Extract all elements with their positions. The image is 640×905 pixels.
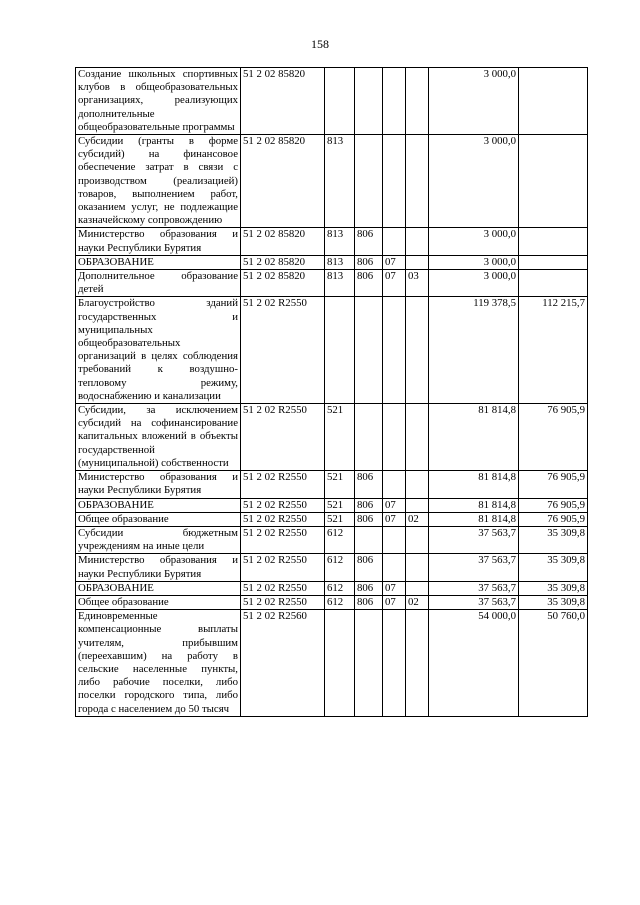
budget-table	[75, 67, 588, 717]
expense-type-cell	[325, 610, 355, 717]
amount-year1-cell: 3 000,0	[429, 255, 519, 269]
ministry-code-cell	[355, 404, 383, 471]
target-article-cell: 51 2 02 R2560	[241, 610, 325, 717]
ministry-code-cell	[355, 526, 383, 553]
row-name-cell: ОБРАЗОВАНИЕ	[76, 581, 241, 595]
section-cell	[383, 297, 406, 404]
target-article-cell: 51 2 02 R2550	[241, 554, 325, 581]
section-cell: 07	[383, 512, 406, 526]
table-row	[76, 255, 588, 269]
row-name-cell: Субсидии бюджетным учреждениям на иные цели	[76, 526, 241, 553]
amount-year1-cell: 54 000,0	[429, 610, 519, 717]
expense-type-cell: 612	[325, 554, 355, 581]
expense-type-cell: 813	[325, 255, 355, 269]
section-cell: 07	[383, 270, 406, 297]
ministry-code-cell: 806	[355, 270, 383, 297]
target-article-cell: 51 2 02 R2550	[241, 404, 325, 471]
amount-year1-cell: 37 563,7	[429, 581, 519, 595]
amount-year1-cell: 3 000,0	[429, 228, 519, 255]
row-name-cell: Создание школьных спортивных клубов в общеобразовательных организациях, реализующих дополнительные общеобразовательные программы	[76, 68, 241, 135]
table-row	[76, 404, 588, 471]
amount-year1-cell: 81 814,8	[429, 498, 519, 512]
table-row	[76, 581, 588, 595]
ministry-code-cell: 806	[355, 498, 383, 512]
target-article-cell: 51 2 02 85820	[241, 228, 325, 255]
section-cell	[383, 135, 406, 228]
section-cell	[383, 471, 406, 498]
section-cell: 07	[383, 498, 406, 512]
row-name-cell: Министерство образования и науки Республики Бурятия	[76, 554, 241, 581]
table-row	[76, 554, 588, 581]
subsection-cell	[406, 404, 429, 471]
target-article-cell: 51 2 02 R2550	[241, 498, 325, 512]
subsection-cell	[406, 498, 429, 512]
expense-type-cell	[325, 68, 355, 135]
subsection-cell: 02	[406, 512, 429, 526]
ministry-code-cell	[355, 135, 383, 228]
target-article-cell: 51 2 02 85820	[241, 135, 325, 228]
subsection-cell	[406, 228, 429, 255]
subsection-cell	[406, 255, 429, 269]
amount-year2-cell: 50 760,0	[519, 610, 588, 717]
expense-type-cell: 521	[325, 404, 355, 471]
table-row	[76, 595, 588, 609]
subsection-cell	[406, 610, 429, 717]
amount-year2-cell: 76 905,9	[519, 498, 588, 512]
section-cell: 07	[383, 595, 406, 609]
subsection-cell: 03	[406, 270, 429, 297]
page-number: 158	[311, 37, 329, 51]
expense-type-cell	[325, 297, 355, 404]
target-article-cell: 51 2 02 R2550	[241, 512, 325, 526]
row-name-cell: Дополнительное образование детей	[76, 270, 241, 297]
subsection-cell: 02	[406, 595, 429, 609]
row-name-cell: Субсидии (гранты в форме субсидий) на финансовое обеспечение затрат в связи с производством (реализацией) товаров, выполнением работ, оказанием услуг, не подлежащие казначейскому сопровождению	[76, 135, 241, 228]
row-name-cell: Общее образование	[76, 512, 241, 526]
amount-year1-cell: 119 378,5	[429, 297, 519, 404]
table-row	[76, 135, 588, 228]
table-body	[76, 68, 588, 717]
section-cell	[383, 526, 406, 553]
amount-year2-cell	[519, 68, 588, 135]
amount-year2-cell: 35 309,8	[519, 554, 588, 581]
expense-type-cell: 521	[325, 512, 355, 526]
expense-type-cell: 612	[325, 581, 355, 595]
row-name-cell: Единовременные компенсационные выплаты учителям, прибывшим (переехавшим) на работу в сельские населенные пункты, либо рабочие поселки, либо поселки городского типа, либо города с населением до 50 тысяч	[76, 610, 241, 717]
subsection-cell	[406, 68, 429, 135]
section-cell	[383, 228, 406, 255]
table-row	[76, 297, 588, 404]
amount-year2-cell: 76 905,9	[519, 512, 588, 526]
row-name-cell: Субсидии, за исключением субсидий на софинансирование капитальных вложений в объекты государственной (муниципальной) собственности	[76, 404, 241, 471]
amount-year1-cell: 81 814,8	[429, 512, 519, 526]
expense-type-cell: 813	[325, 270, 355, 297]
section-cell	[383, 68, 406, 135]
amount-year2-cell	[519, 135, 588, 228]
ministry-code-cell: 806	[355, 595, 383, 609]
target-article-cell: 51 2 02 R2550	[241, 526, 325, 553]
row-name-cell: Общее образование	[76, 595, 241, 609]
ministry-code-cell	[355, 610, 383, 717]
amount-year1-cell: 81 814,8	[429, 404, 519, 471]
row-name-cell: Благоустройство зданий государственных и муниципальных общеобразовательных организаций в целях соблюдения требований к воздушно-тепловому режиму, водоснабжению и канализации	[76, 297, 241, 404]
amount-year1-cell: 3 000,0	[429, 68, 519, 135]
ministry-code-cell: 806	[355, 471, 383, 498]
amount-year2-cell: 112 215,7	[519, 297, 588, 404]
amount-year2-cell: 76 905,9	[519, 471, 588, 498]
table-row	[76, 526, 588, 553]
amount-year1-cell: 3 000,0	[429, 270, 519, 297]
target-article-cell: 51 2 02 85820	[241, 255, 325, 269]
subsection-cell	[406, 554, 429, 581]
target-article-cell: 51 2 02 85820	[241, 68, 325, 135]
expense-type-cell: 521	[325, 498, 355, 512]
section-cell	[383, 610, 406, 717]
subsection-cell	[406, 297, 429, 404]
section-cell	[383, 554, 406, 581]
section-cell: 07	[383, 255, 406, 269]
ministry-code-cell: 806	[355, 228, 383, 255]
amount-year2-cell: 35 309,8	[519, 595, 588, 609]
row-name-cell: ОБРАЗОВАНИЕ	[76, 498, 241, 512]
ministry-code-cell	[355, 68, 383, 135]
amount-year1-cell: 37 563,7	[429, 595, 519, 609]
row-name-cell: Министерство образования и науки Республики Бурятия	[76, 471, 241, 498]
row-name-cell: Министерство образования и науки Республики Бурятия	[76, 228, 241, 255]
subsection-cell	[406, 135, 429, 228]
ministry-code-cell: 806	[355, 554, 383, 581]
amount-year1-cell: 37 563,7	[429, 526, 519, 553]
table-row	[76, 270, 588, 297]
expense-type-cell: 813	[325, 228, 355, 255]
ministry-code-cell: 806	[355, 581, 383, 595]
ministry-code-cell: 806	[355, 255, 383, 269]
amount-year1-cell: 81 814,8	[429, 471, 519, 498]
table-row	[76, 512, 588, 526]
ministry-code-cell: 806	[355, 512, 383, 526]
table-row	[76, 610, 588, 717]
expense-type-cell: 612	[325, 526, 355, 553]
amount-year2-cell: 35 309,8	[519, 526, 588, 553]
subsection-cell	[406, 471, 429, 498]
subsection-cell	[406, 526, 429, 553]
target-article-cell: 51 2 02 85820	[241, 270, 325, 297]
ministry-code-cell	[355, 297, 383, 404]
amount-year2-cell: 76 905,9	[519, 404, 588, 471]
expense-type-cell: 813	[325, 135, 355, 228]
amount-year2-cell	[519, 255, 588, 269]
target-article-cell: 51 2 02 R2550	[241, 595, 325, 609]
amount-year1-cell: 37 563,7	[429, 554, 519, 581]
amount-year2-cell	[519, 270, 588, 297]
target-article-cell: 51 2 02 R2550	[241, 581, 325, 595]
target-article-cell: 51 2 02 R2550	[241, 297, 325, 404]
target-article-cell: 51 2 02 R2550	[241, 471, 325, 498]
table-row	[76, 228, 588, 255]
amount-year2-cell	[519, 228, 588, 255]
table-row	[76, 498, 588, 512]
expense-type-cell: 612	[325, 595, 355, 609]
section-cell: 07	[383, 581, 406, 595]
table-row	[76, 471, 588, 498]
amount-year2-cell: 35 309,8	[519, 581, 588, 595]
expense-type-cell: 521	[325, 471, 355, 498]
row-name-cell: ОБРАЗОВАНИЕ	[76, 255, 241, 269]
amount-year1-cell: 3 000,0	[429, 135, 519, 228]
table-row	[76, 68, 588, 135]
section-cell	[383, 404, 406, 471]
subsection-cell	[406, 581, 429, 595]
